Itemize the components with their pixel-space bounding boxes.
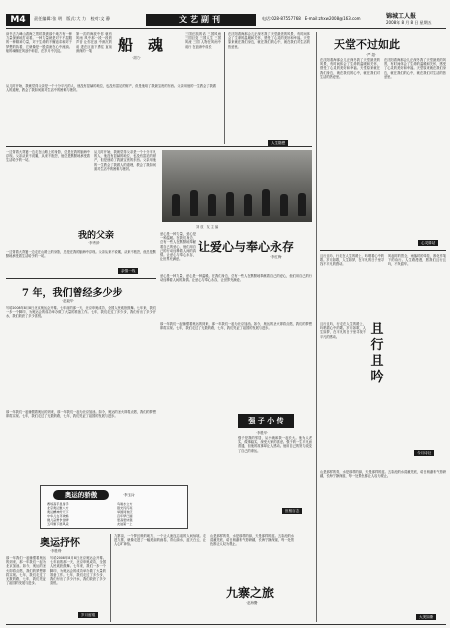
olympic-poem-title: 奥运的骄傲 — [53, 490, 109, 500]
poem-line: 友谊第一上 — [117, 522, 133, 527]
article-text-col-a: 读书去九峰山看海之景时我被那个地方有一种力量深深地打动着。一种力量就是对于不屈服的一种精神力量，对于生命的不懈追求和对于梦想的执着，它就像是一股清流在心中流淌。船的魂魄在风浪中彰显，在岁月中沉淀。 — [6, 32, 72, 53]
article-text-col-h2: 那一年我们一起憧憬着奥运的到来，那一年我们一起为北京加油。如今，奥运的圣火即将点燃，我们的梦想即将实现。七年，我们走过了无数的路，七年，我们见证了祖国的发展与进步。 — [160, 322, 312, 331]
small-bio-title: 强 子 小 传 — [238, 414, 294, 428]
article-text-col-c: 三国汪凯的话 三国风雨 三国巨变 三国人生 三国风流 三国 人物在风雨中前行 在浪涛中成长 — [185, 32, 221, 49]
love-title: 让爱心与奉心永存 — [198, 240, 295, 254]
heaven-author: ·严 超· — [366, 53, 377, 57]
photo-caption: 刘 放 友 主 编 — [196, 225, 219, 229]
paper-name: 锦城工人报 — [386, 13, 417, 20]
article-text-col-m: 且行且吟，行走在人生的路上，吟唱着心中的歌。岁月如歌，人生如梦，在平凡的日子里寻找不平凡的感动。 — [320, 254, 384, 267]
laugh-tag: 今月诗社 — [414, 450, 434, 456]
contact-info: 电话:028-87557768 E-mail:zhxw2008@163.com — [262, 16, 361, 21]
article-text-col-d3: 在沈阳看海那会儿正深冬我了天堂最美的风景，有时间体会了生命的温暖和关怀，感受了心灵的美好和幸福。天堂原来就在我们身边，就在我们的心中，就在我们对生活的热爱里。 — [384, 58, 446, 79]
article-text-col-j: 强子是我的邻居，从小就和我一起长大。他为人老实，做事踏实，深受大家的喜爱。强子的一生平凡而普通，但他的故事却让人感动。他用自己的努力改变了自己的命运。 — [238, 436, 312, 453]
poem-line: 奥运精神传天下 — [47, 510, 69, 515]
column-divider — [316, 32, 317, 622]
article-text-col-d: 在沈阳看海那会儿正深冬我了天堂最美的风景，有时间体会了生命的温暖和关怀，感受了心灵的美好和幸福。天堂原来就在我们身边，就在我们的心中，就在我们对生活的热爱里。 — [228, 32, 310, 49]
father-author: ·李秀萍· — [88, 241, 101, 245]
article-text-col-g: 写给2008年8月8日北京奥运会开幕。七年前的那一天，北京申奥成功，全国人民欢欣鼓舞。七年来，我们一步一个脚印，为奥运会的成功举办做了大量的准备工作。七年，我们走过了多少步，我们付出了多少汗水，我们收获了多少喜悦。 — [6, 306, 156, 319]
poem-line: 五环旗下展风采 — [47, 522, 69, 527]
article-text-col-b: 第一次的海波中你 就有风雨 风中那一段一段的声音 让你在浪 中深沉的前 进在巨浪下勇往 直前深深的一笔 — [76, 32, 112, 53]
olympic-song-title: 奥运抒怀 — [40, 538, 80, 549]
olympic-song-tag: 岁月留痕 — [78, 612, 98, 618]
section-rule — [6, 278, 156, 279]
nine-villages-title: 九寨之旅 — [226, 586, 275, 600]
laugh-title: 且行且吟 — [370, 322, 384, 385]
photo-figure — [262, 189, 270, 216]
paper-masthead — [386, 14, 432, 26]
article-text-col-l2: 山是那样的青，水是那样的绿，天是那样的蓝。五彩池的水清澈见底，诺日朗瀑布气势磅礴，长海宁静深邃，每一处景色都让人叹为观止。 — [320, 470, 446, 479]
section-rule — [320, 250, 446, 251]
photo-figure — [280, 194, 288, 216]
poem-line: 健儿奋勇争金牌 — [47, 518, 69, 523]
poem-line: 赛场高手显身手 — [47, 502, 69, 506]
poem-line: 鸟巢水立方 — [117, 502, 133, 506]
boat-author: ·胡力· — [132, 56, 141, 60]
photo-figure — [244, 194, 252, 216]
article-text-col-m2: 且行且吟，行走在人生的路上，吟唱着心中的歌。岁月如歌，人生如梦，在平凡的日子里寻找不平凡的感动。 — [320, 322, 366, 339]
page-header — [6, 14, 446, 26]
photo-figure — [190, 190, 198, 216]
article-text-col-i2: 爱心是一种力量，爱心是一种温暖。在我们身边，总有一些人在默默地奉献着自己的爱心，他们用自己的行动诠释着人间的真情。让爱心与奉心永存，让世界充满爱。 — [160, 274, 312, 283]
article-text-col-e2: 从儿时开始，我就觉得父亲是一个十分平凡的人，他没有显赫的地位，也没有富足的财产，但是他给了我最宝贵的东西。父亲用他的一生教会了我做人的道理，教会了我如何面对生活中的困难与挫折。 — [94, 150, 156, 171]
photo-figure — [298, 193, 306, 216]
article-text-col-f: 一边背着大背篓一边走在山路上的身影，总是在我的脑海中浮现。父亲从来不说累，从来不抱怨，他总是默默地承受着生活给予的一切。 — [6, 150, 90, 163]
header-rule — [6, 28, 446, 29]
page-number: M4 — [6, 14, 30, 26]
article-text-col-k: 九寨沟，一个梦幻般的地方，一个让人流连忘返的人间仙境。走进九寨，就像走进了一幅美丽的画卷，青山绿水，蓝天白云，让人心旷神怡。 — [114, 534, 206, 547]
poem-line: 北京奥运聚八方 — [47, 506, 69, 511]
olympic-poem-right — [117, 502, 132, 527]
article-text-col-f2: 一边背着大背篓一边走在山路上的身影，总是在我的脑海中浮现。父亲从来不说累，从来不抱怨，他总是默默地承受着生活给予的一切。 — [6, 250, 156, 259]
small-bio-author: ·李胜华· — [256, 431, 269, 435]
issue-date: 2008年 8 月 8 日 星期五 — [386, 20, 432, 25]
section-rule — [6, 146, 312, 147]
article-text-col-e: 从儿时开始，我就觉得父亲是一个十分平凡的人，他没有显赫的地位，也没有富足的财产，但是他给了我最宝贵的东西。父亲用他的一生教会了我做人的道理，教会了我如何面对生活中的困难与挫折。 — [6, 84, 216, 93]
footer-rule — [6, 624, 446, 625]
olympic-song-author: ·李胜利· — [50, 549, 63, 553]
heaven-tag: 心灵驿站 — [418, 240, 438, 246]
article-text-col-n: 风起时的思念，雨落时的牵挂，都化作笔下的诗行。人生路漫漫，愿我们且行且吟，不负韶华。 — [388, 254, 446, 267]
small-bio-tag: 世相百态 — [282, 508, 302, 514]
article-text-col-d2: 在沈阳看海那会儿正深冬我了天堂最美的风景，有时间体会了生命的温暖和关怀，感受了心灵的美好和幸福。天堂原来就在我们身边，就在我们的心中，就在我们对生活的热爱里。 — [320, 58, 380, 79]
article-text-col-g2: 写给2008年8月8日北京奥运会开幕。七年前的那一天，北京申奥成功，全国人民欢欣鼓舞。七年来，我们一步一个脚印，为奥运会的成功举办做了大量的准备工作。七年，我们走过了多少步，我们付出了多少汗水，我们收获了多少喜悦。 — [50, 556, 106, 586]
olympic-poem-left — [47, 502, 69, 527]
column-divider — [224, 32, 225, 144]
editor-credits: 责任编辑:张 明 版式:大 力 校对:文 静 — [34, 16, 111, 21]
poem-line: 更高更快强 — [117, 518, 133, 523]
poem-line: 举国同欢庆 — [117, 510, 133, 515]
seven-years-title: 7 年，我们曾经多少步 — [22, 288, 123, 299]
laugh-title-vertical — [369, 322, 385, 386]
nine-villages-author: ·赵海鹰· — [246, 601, 259, 605]
father-title: 我的父亲 — [78, 231, 115, 241]
love-author: ·李红梅· — [270, 255, 283, 259]
article-text-col-i: 爱心是一种力量，爱心是一种温暖。在我们身边，总有一些人在默默地奉献着自己的爱心，他们用自己的行动诠释着人间的真情。让爱心与奉心永存，让世界充满爱。 — [160, 232, 196, 262]
section-banner: 文艺副刊 — [146, 14, 256, 26]
article-text-col-l: 山是那样的青，水是那样的绿，天是那样的蓝。五彩池的水清澈见底，诺日朗瀑布气势磅礴，长海宁静深邃，每一处景色都让人叹为观止。 — [210, 534, 294, 547]
poem-line: 百年梦已圆 — [117, 514, 133, 519]
article-text-col-h: 那一年我们一起憧憬着奥运的到来，那一年我们一起为北京加油。如今，奥运的圣火即将点燃，我们的梦想即将实现。七年，我们走过了无数的路，七年，我们见证了祖国的发展与进步。 — [6, 410, 156, 419]
olympic-poem-box — [40, 485, 188, 529]
boat-tag: 人生随想 — [268, 140, 288, 146]
article-text-col-h3: 那一年我们一起憧憬着奥运的到来，那一年我们一起为北京加油。如今，奥运的圣火即将点燃，我们的梦想即将实现。七年，我们走过了无数的路，七年，我们见证了祖国的发展与进步。 — [6, 556, 46, 586]
photo-figure — [172, 194, 180, 216]
seven-years-author: ·赵毅华· — [62, 299, 75, 303]
column-divider — [110, 534, 111, 622]
nine-villages-tag: 大美如斯 — [416, 614, 436, 620]
father-tag: 亲情一线 — [118, 268, 138, 274]
olympic-poem-author: ·李玉兵· — [123, 493, 136, 497]
boat-title: 船 魂 — [118, 36, 164, 54]
photo-figure — [208, 194, 216, 216]
poem-line: 银光闪闪亮 — [117, 506, 133, 511]
photo-figure — [226, 192, 234, 216]
athletes-photo — [162, 150, 312, 222]
heaven-title: 天堂不过如此 — [334, 38, 400, 51]
poem-line: 中华儿女齐欢畅 — [47, 514, 69, 519]
